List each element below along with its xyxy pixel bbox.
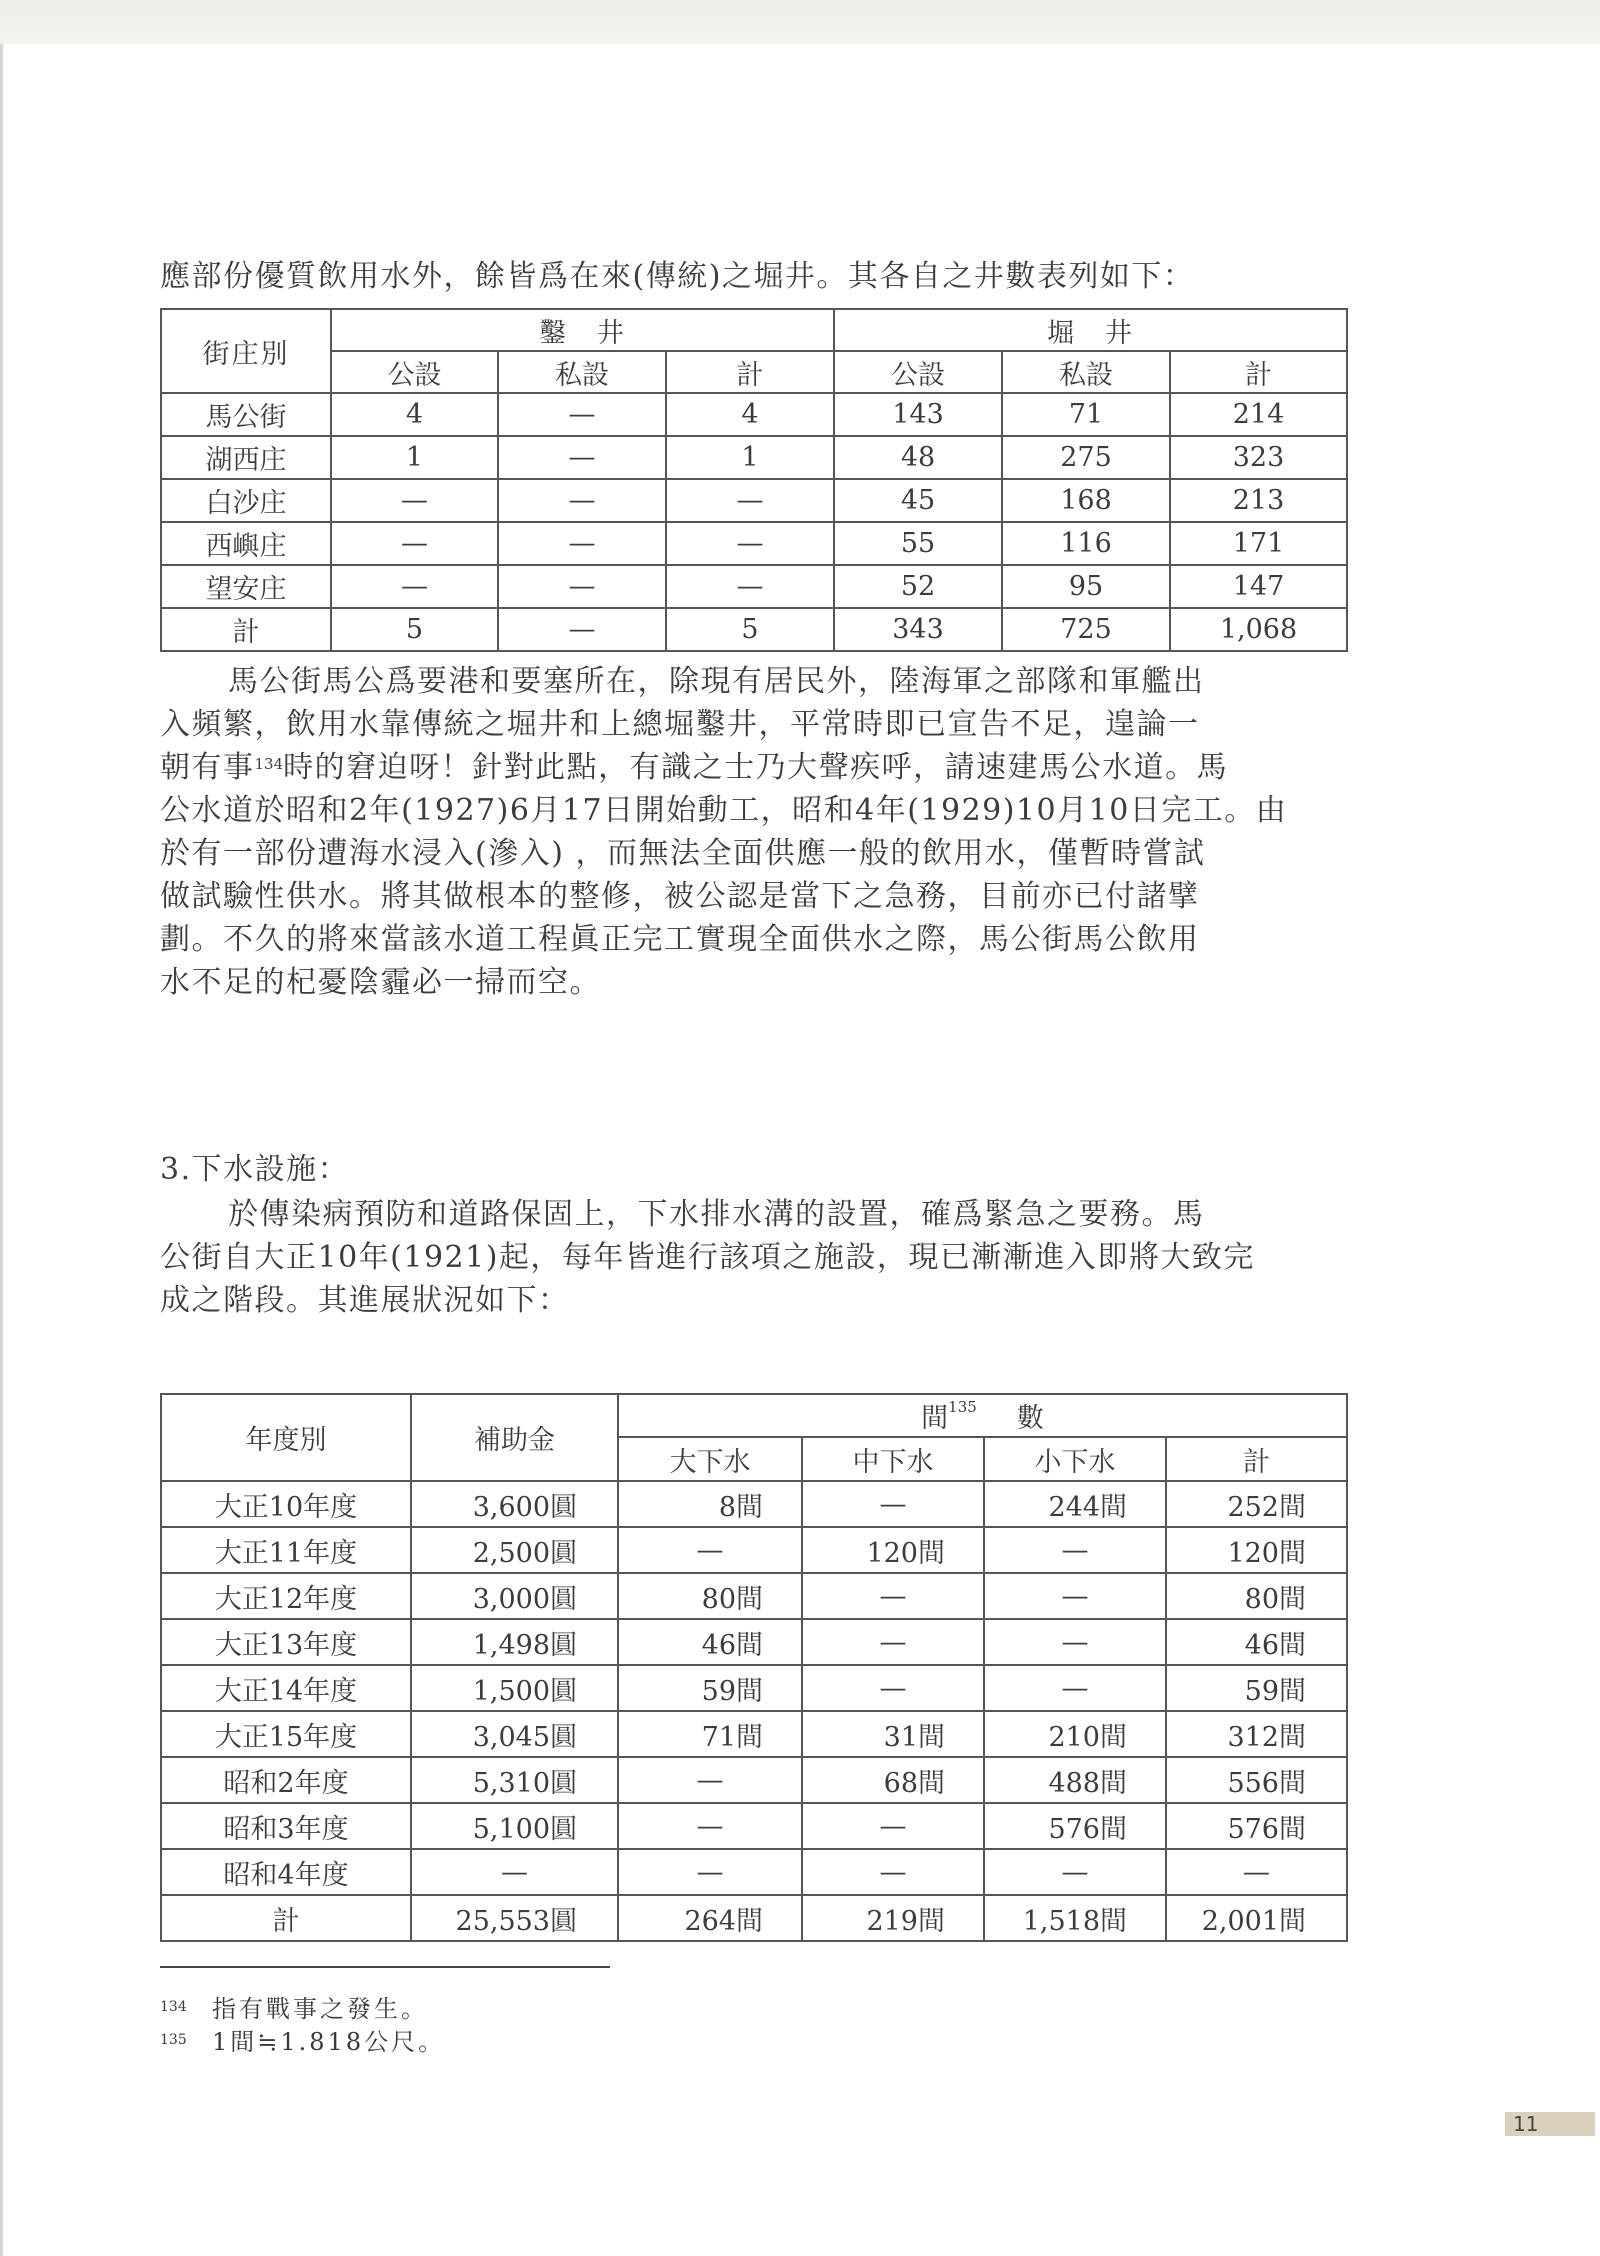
fiscal-year: 大正10年度 (161, 1481, 411, 1527)
sewer-length-cell: 59間 (618, 1665, 802, 1711)
footnote-ref-134[interactable]: 134 (254, 755, 284, 773)
table-row (161, 1895, 1347, 1941)
footnote-134 (160, 1994, 428, 2024)
well-count-cell: — (666, 565, 834, 608)
sewer-table (160, 1393, 1348, 1942)
fiscal-year: 大正11年度 (161, 1527, 411, 1573)
table-row (161, 1757, 1347, 1803)
sewer-length-cell: 71間 (618, 1711, 802, 1757)
district-name: 西嶼庄 (161, 522, 331, 565)
subsidy-amount: 3,045圓 (411, 1711, 618, 1757)
table-row (161, 608, 1347, 651)
para1-line: 做試驗性供水。將其做根本的整修，被公認是當下之急務，目前亦已付諸擘 (160, 879, 1200, 914)
well-count-cell: 214 (1170, 393, 1347, 436)
sewer-length-cell: — (984, 1527, 1166, 1573)
sewer-length-cell: — (802, 1619, 984, 1665)
sewer-length-cell: 46間 (1166, 1619, 1347, 1665)
table-row (161, 1849, 1347, 1895)
well-count-cell: — (498, 479, 666, 522)
para1-line: 公水道於昭和2年(1927)6月17日開始動工，昭和4年(1929)10月10日完工。由 (160, 793, 1288, 828)
sewer-length-cell: 46間 (618, 1619, 802, 1665)
well-count-cell: 725 (1002, 608, 1170, 651)
sewer-length-cell: 576間 (984, 1803, 1166, 1849)
well-count-cell: 275 (1002, 436, 1170, 479)
wells-subheader: 計 (666, 351, 834, 393)
well-count-cell: 171 (1170, 522, 1347, 565)
sewer-length-cell: — (1166, 1849, 1347, 1895)
subsidy-amount: 2,500圓 (411, 1527, 618, 1573)
sewer-header-group-b: 數 (1016, 1403, 1044, 1434)
well-count-cell: 48 (834, 436, 1002, 479)
table-row (161, 1803, 1347, 1849)
wells-subheader: 公設 (331, 351, 498, 393)
page-number: 11 (1505, 2112, 1595, 2136)
footnote-text: 指有戰事之發生。 (212, 1995, 428, 2023)
sewer-length-cell: — (802, 1803, 984, 1849)
sewer-header-group-a: 間 (921, 1403, 949, 1434)
fiscal-year: 昭和3年度 (161, 1803, 411, 1849)
footnote-ref-135[interactable]: 135 (948, 1398, 977, 1416)
well-count-cell: 4 (666, 393, 834, 436)
well-count-cell: 323 (1170, 436, 1347, 479)
para1-line: 水不足的杞憂陰霾必一掃而空。 (160, 965, 601, 1000)
sewer-length-cell: 576間 (1166, 1803, 1347, 1849)
sewer-length-cell: 80間 (618, 1573, 802, 1619)
para2-line: 於傳染病預防和道路保固上，下水排水溝的設置，確爲緊急之要務。馬 (228, 1197, 1205, 1232)
footnote-number: 134 (160, 1999, 187, 2015)
fiscal-year: 昭和4年度 (161, 1849, 411, 1895)
sewer-length-cell: 68間 (802, 1757, 984, 1803)
sewer-length-cell: 31間 (802, 1711, 984, 1757)
well-count-cell: 143 (834, 393, 1002, 436)
sewer-length-cell: — (984, 1849, 1166, 1895)
sewer-length-cell: 219間 (802, 1895, 984, 1941)
sewer-subheader: 大下水 (618, 1437, 802, 1481)
sewer-length-cell: — (618, 1527, 802, 1573)
sewer-length-cell: 488間 (984, 1757, 1166, 1803)
well-count-cell: 4 (331, 393, 498, 436)
para1-text: 朝有事 (160, 750, 255, 785)
sewer-length-cell: — (984, 1573, 1166, 1619)
sewer-length-cell: 120間 (1166, 1527, 1347, 1573)
para1-line: 入頻繁，飲用水靠傳統之堀井和上總堀鑿井，平常時即已宣告不足，遑論一 (160, 707, 1200, 742)
sewer-length-cell: 2,001間 (1166, 1895, 1347, 1941)
sewer-length-cell: 252間 (1166, 1481, 1347, 1527)
district-name: 計 (161, 608, 331, 651)
well-count-cell: 52 (834, 565, 1002, 608)
sewer-length-cell: — (802, 1665, 984, 1711)
well-count-cell: — (498, 522, 666, 565)
scan-left-edge (0, 44, 3, 2256)
table-row (161, 565, 1347, 608)
para1-line: 於有一部份遭海水浸入(滲入) ，而無法全面供應一般的飲用水，僅暫時嘗試 (160, 836, 1206, 871)
sewer-length-cell: — (618, 1849, 802, 1895)
wells-subheader: 私設 (1002, 351, 1170, 393)
sewer-length-cell: — (802, 1481, 984, 1527)
table-row (161, 1619, 1347, 1665)
sewer-length-cell: 59間 (1166, 1665, 1347, 1711)
sewer-length-cell: 120間 (802, 1527, 984, 1573)
sewer-length-cell: — (802, 1573, 984, 1619)
sewer-header-subsidy: 補助金 (411, 1394, 618, 1481)
well-count-cell: 213 (1170, 479, 1347, 522)
intro-line: 應部份優質飲用水外，餘皆爲在來(傳統)之堀井。其各自之井數表列如下： (160, 259, 1195, 294)
well-count-cell: 168 (1002, 479, 1170, 522)
para1-line: 劃。不久的將來當該水道工程眞正完工實現全面供水之際，馬公街馬公飲用 (160, 922, 1200, 957)
well-count-cell: — (498, 608, 666, 651)
sewer-length-cell: 244間 (984, 1481, 1166, 1527)
well-count-cell: — (498, 565, 666, 608)
subsidy-amount: 25,553圓 (411, 1895, 618, 1941)
scan-top-band (0, 0, 1600, 44)
wells-subheader: 計 (1170, 351, 1347, 393)
well-count-cell: 1,068 (1170, 608, 1347, 651)
sewer-header-year: 年度別 (161, 1394, 411, 1481)
sewer-subheader: 計 (1166, 1437, 1347, 1481)
subsidy-amount: 3,000圓 (411, 1573, 618, 1619)
table-row (161, 436, 1347, 479)
sewer-length-cell: — (984, 1619, 1166, 1665)
table-row (161, 1481, 1347, 1527)
footnote-text: 1間≒1.818公尺。 (212, 2028, 446, 2056)
footnote-135 (160, 2027, 445, 2057)
table-row (161, 1665, 1347, 1711)
well-count-cell: — (666, 479, 834, 522)
fiscal-year: 大正14年度 (161, 1665, 411, 1711)
para2-line: 成之階段。其進展狀況如下： (160, 1283, 570, 1318)
well-count-cell: 5 (666, 608, 834, 651)
sewer-subheader: 小下水 (984, 1437, 1166, 1481)
wells-header-group-b: 堀 井 (834, 309, 1347, 351)
fiscal-year: 昭和2年度 (161, 1757, 411, 1803)
well-count-cell: — (331, 479, 498, 522)
well-count-cell: — (331, 522, 498, 565)
subsidy-amount: 3,600圓 (411, 1481, 618, 1527)
district-name: 馬公街 (161, 393, 331, 436)
sewer-length-cell: 210間 (984, 1711, 1166, 1757)
well-count-cell: 1 (666, 436, 834, 479)
sewer-header-group (618, 1394, 1347, 1437)
sewer-length-cell: — (984, 1665, 1166, 1711)
fiscal-year: 計 (161, 1895, 411, 1941)
sewer-length-cell: — (618, 1757, 802, 1803)
subsidy-amount: 1,498圓 (411, 1619, 618, 1665)
table-row (161, 393, 1347, 436)
fiscal-year: 大正12年度 (161, 1573, 411, 1619)
well-count-cell: — (666, 522, 834, 565)
well-count-cell: 343 (834, 608, 1002, 651)
well-count-cell: 147 (1170, 565, 1347, 608)
well-count-cell: 71 (1002, 393, 1170, 436)
well-count-cell: 1 (331, 436, 498, 479)
well-count-cell: — (498, 393, 666, 436)
footnote-number: 135 (160, 2032, 187, 2048)
wells-subheader: 私設 (498, 351, 666, 393)
table-row (161, 1573, 1347, 1619)
well-count-cell: 45 (834, 479, 1002, 522)
subsidy-amount: — (411, 1849, 618, 1895)
subsidy-amount: 1,500圓 (411, 1665, 618, 1711)
sewer-subheader: 中下水 (802, 1437, 984, 1481)
sewer-length-cell: — (802, 1849, 984, 1895)
sewer-length-cell: 556間 (1166, 1757, 1347, 1803)
sewer-length-cell: — (618, 1803, 802, 1849)
wells-subheader: 公設 (834, 351, 1002, 393)
table-row (161, 522, 1347, 565)
well-count-cell: — (498, 436, 666, 479)
subsidy-amount: 5,310圓 (411, 1757, 618, 1803)
fiscal-year: 大正13年度 (161, 1619, 411, 1665)
subsidy-amount: 5,100圓 (411, 1803, 618, 1849)
well-count-cell: 95 (1002, 565, 1170, 608)
para1-text: 時的窘迫呀！針對此點，有識之士乃大聲疾呼，請速建馬公水道。馬 (283, 750, 1229, 785)
table-row (161, 1711, 1347, 1757)
wells-header-district: 街庄別 (161, 309, 331, 393)
para2-line: 公街自大正10年(1921)起，每年皆進行該項之施設，現已漸漸進入即將大致完 (160, 1240, 1255, 1275)
sewer-length-cell: 264間 (618, 1895, 802, 1941)
para1-line (160, 748, 1350, 788)
para1-line: 馬公街馬公爲要港和要塞所在，除現有居民外，陸海軍之部隊和軍艦出 (228, 664, 1205, 699)
sewer-length-cell: 8間 (618, 1481, 802, 1527)
fiscal-year: 大正15年度 (161, 1711, 411, 1757)
district-name: 白沙庄 (161, 479, 331, 522)
well-count-cell: 55 (834, 522, 1002, 565)
sewer-length-cell: 1,518間 (984, 1895, 1166, 1941)
sewer-length-cell: 80間 (1166, 1573, 1347, 1619)
district-name: 望安庄 (161, 565, 331, 608)
district-name: 湖西庄 (161, 436, 331, 479)
well-count-cell: 5 (331, 608, 498, 651)
wells-table (160, 308, 1348, 652)
table-row (161, 1527, 1347, 1573)
table-row (161, 479, 1347, 522)
wells-header-group-a: 鑿 井 (331, 309, 834, 351)
well-count-cell: 116 (1002, 522, 1170, 565)
well-count-cell: — (331, 565, 498, 608)
footnote-rule (160, 1966, 610, 1968)
section-heading: 3.下水設施： (160, 1152, 350, 1187)
sewer-length-cell: 312間 (1166, 1711, 1347, 1757)
